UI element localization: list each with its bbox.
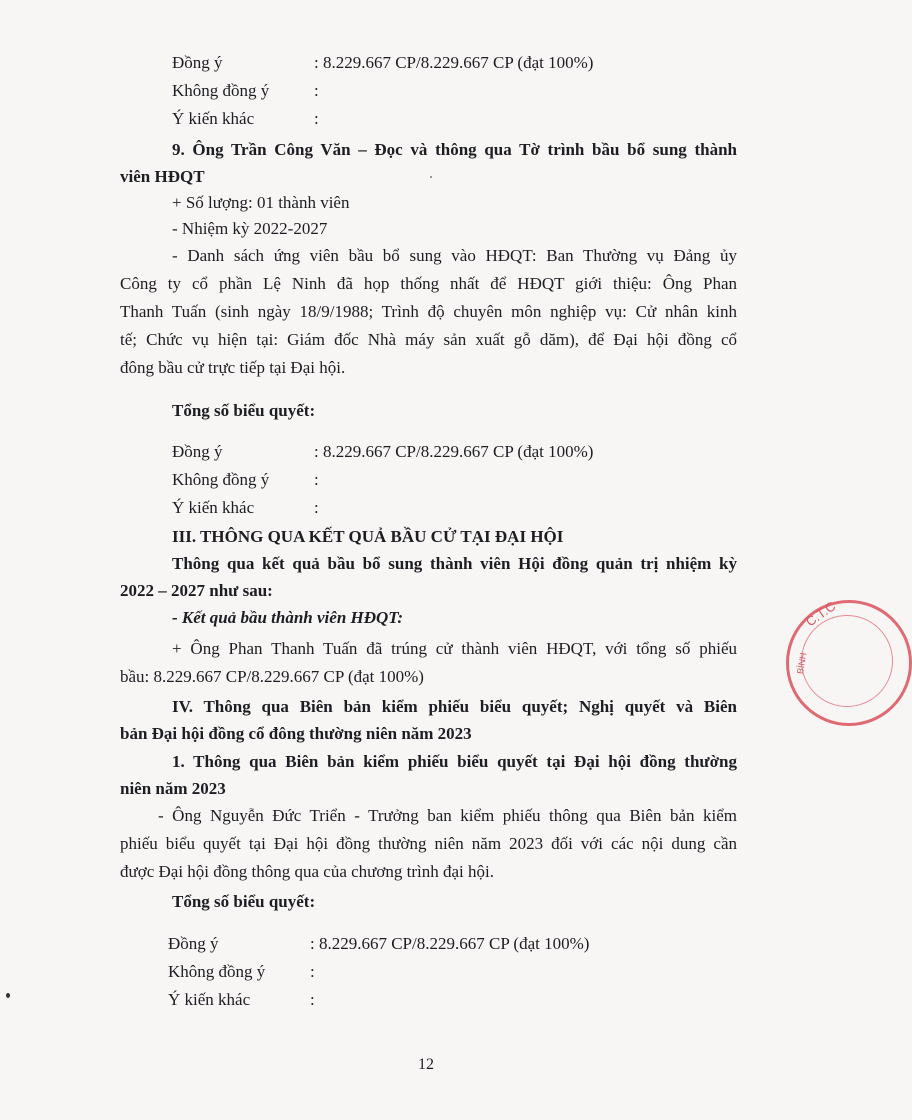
section-IV-para-line-2: phiếu biểu quyết tại Đại hội đồng thường niên năm 2023 đối với các nội dung cần	[120, 834, 737, 853]
disagree-value: :	[314, 470, 319, 489]
section-9-para-line-1: - Danh sách ứng viên bầu bổ sung vào HĐQT: Ban Thường vụ Đảng ủy	[172, 246, 737, 265]
section-III-heading: III. THÔNG QUA KẾT QUẢ BẦU CỬ TẠI ĐẠI HỘI	[172, 527, 564, 546]
agree-value: : 8.229.667 CP/8.229.667 CP (đạt 100%)	[314, 442, 594, 461]
section-9-heading-line2: viên HĐQT	[120, 167, 205, 186]
disagree-label: Không đồng ý	[168, 962, 266, 981]
section-9-para-line-3: Thanh Tuấn (sinh ngày 18/9/1988; Trình độ chuyên môn nghiệp vụ: Cử nhân kinh	[120, 302, 737, 321]
section-III-result-line1: + Ông Phan Thanh Tuấn đã trúng cử thành viên HĐQT, với tổng số phiếu	[172, 639, 737, 658]
disagree-value: :	[310, 962, 315, 981]
company-seal-text-2: BÌNH	[795, 651, 809, 675]
scan-speck	[6, 993, 10, 998]
disagree-label: Không đồng ý	[172, 81, 270, 100]
agree-label: Đồng ý	[168, 934, 219, 953]
vote-block-1	[172, 52, 652, 136]
section-III-intro-line1: Thông qua kết quả bầu bổ sung thành viên Hội đồng quản trị nhiệm kỳ	[172, 554, 737, 573]
section-IV-para-line-1: - Ông Nguyễn Đức Triển - Trưởng ban kiểm phiếu thông qua Biên bản kiểm	[158, 806, 737, 825]
other-opinion-label: Ý kiến khác	[168, 990, 251, 1009]
agree-label: Đồng ý	[172, 442, 223, 461]
section-IV-sub1-line2: niên năm 2023	[120, 779, 226, 798]
other-opinion-label: Ý kiến khác	[172, 498, 255, 517]
other-opinion-value: :	[314, 498, 319, 517]
section-III-result-line2: bầu: 8.229.667 CP/8.229.667 CP (đạt 100%)	[120, 667, 424, 686]
agree-label: Đồng ý	[172, 53, 223, 72]
section-III-result-title: - Kết quả bầu thành viên HĐQT:	[172, 608, 404, 627]
other-opinion-value: :	[314, 109, 319, 128]
other-opinion-value: :	[310, 990, 315, 1009]
section-IV-para-line-3: được Đại hội đồng thông qua của chương trình đại hội.	[120, 862, 494, 881]
section-IV-total-votes: Tổng số biểu quyết:	[172, 892, 316, 911]
agree-value: : 8.229.667 CP/8.229.667 CP (đạt 100%)	[310, 934, 590, 953]
section-9-para-line-5: đông bầu cử trực tiếp tại Đại hội.	[120, 358, 346, 377]
section-9-total-votes: Tổng số biểu quyết:	[172, 401, 316, 420]
section-9-para-line-2: Công ty cổ phần Lệ Ninh đã họp thống nhất để HĐQT giới thiệu: Ông Phan	[120, 274, 737, 293]
section-9-heading-line1: 9. Ông Trần Công Văn – Đọc và thông qua Tờ trình bầu bổ sung thành	[172, 140, 737, 159]
other-opinion-label: Ý kiến khác	[172, 109, 255, 128]
section-IV-heading-line2: bản Đại hội đồng cổ đông thường niên năm 2023	[120, 724, 472, 743]
company-seal-inner-ring	[801, 615, 893, 707]
section-9-para-line-4: tế; Chức vụ hiện tại: Giám đốc Nhà máy sản xuất gỗ dăm), để Đại hội đồng cổ	[120, 330, 737, 349]
section-III-intro-line2: 2022 – 2027 như sau:	[120, 581, 273, 600]
disagree-value: :	[314, 81, 319, 100]
scan-speck	[430, 176, 432, 178]
company-seal	[786, 600, 912, 726]
company-seal-text: C.T.C	[803, 598, 839, 630]
section-IV-heading-line1: IV. Thông qua Biên bản kiểm phiếu biểu quyết; Nghị quyết và Biên	[172, 697, 737, 716]
section-9-quantity: + Số lượng: 01 thành viên	[172, 193, 350, 212]
section-IV-sub1-line1: 1. Thông qua Biên bản kiểm phiếu biểu quyết tại Đại hội đồng thường	[172, 752, 737, 771]
page-number: 12	[418, 1056, 434, 1073]
section-9-term: - Nhiệm kỳ 2022-2027	[172, 219, 328, 238]
vote-block-3	[168, 933, 648, 1017]
agree-value: : 8.229.667 CP/8.229.667 CP (đạt 100%)	[314, 53, 594, 72]
disagree-label: Không đồng ý	[172, 470, 270, 489]
vote-block-2	[172, 441, 652, 525]
